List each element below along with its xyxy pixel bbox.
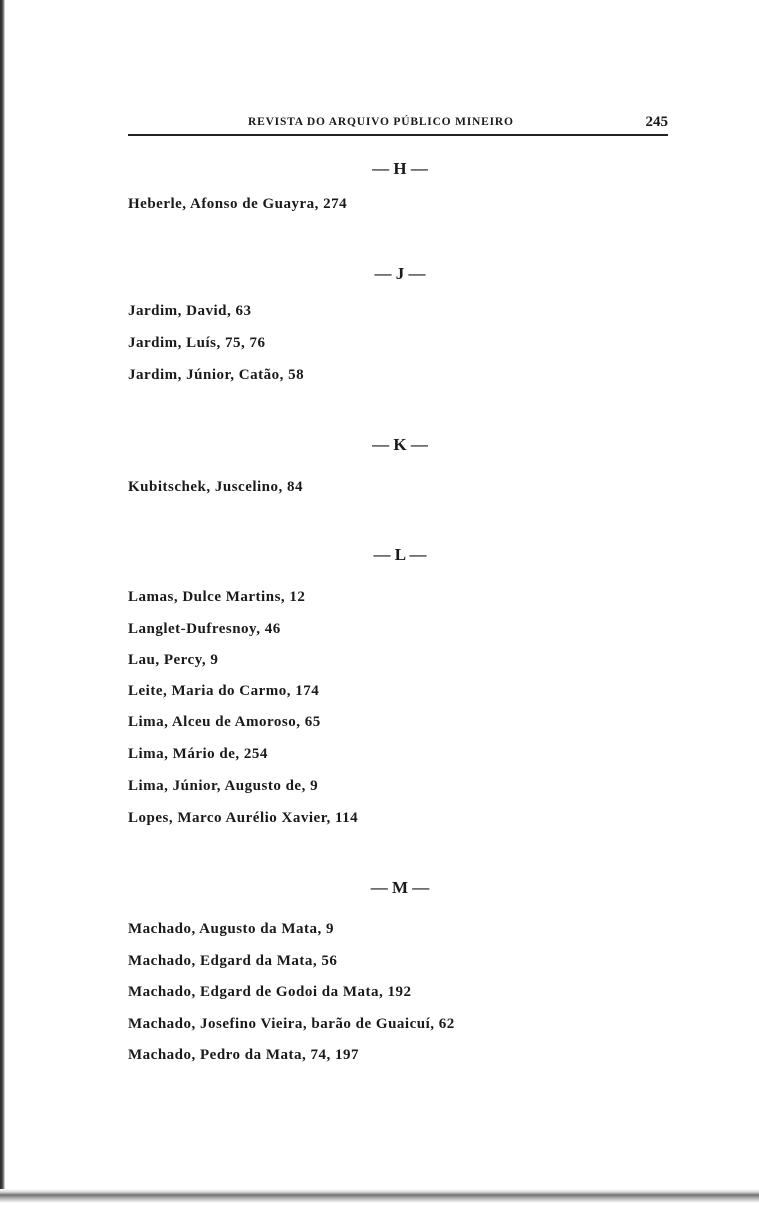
index-entry: Heberle, Afonso de Guayra, 274: [128, 196, 348, 212]
index-entry: Jardim, Luís, 75, 76: [128, 335, 266, 351]
section-heading-h: — H —: [372, 159, 428, 178]
book-spine-edge: [0, 0, 5, 1209]
running-title: REVISTA DO ARQUIVO PÚBLICO MINEIRO: [248, 116, 514, 128]
index-entry: Machado, Pedro da Mata, 74, 197: [128, 1047, 360, 1063]
index-entry: Langlet-Dufresnoy, 46: [128, 621, 281, 637]
index-entry: Machado, Edgard de Godoi da Mata, 192: [128, 984, 412, 1000]
index-entry: Machado, Augusto da Mata, 9: [128, 921, 335, 937]
index-entry: Kubitschek, Juscelino, 84: [128, 479, 304, 495]
index-entry: Leite, Maria do Carmo, 174: [128, 683, 320, 699]
index-entry: Machado, Josefino Vieira, barão de Guaicuí, 62: [128, 1016, 455, 1032]
index-entry: Lima, Júnior, Augusto de, 9: [128, 778, 319, 794]
index-entry: Lamas, Dulce Martins, 12: [128, 589, 306, 605]
section-heading-k: — K —: [372, 435, 428, 454]
page-header: [128, 112, 668, 136]
section-heading-m: — M —: [370, 878, 430, 897]
index-entry: Jardim, Júnior, Catão, 58: [128, 367, 305, 383]
page-number: 245: [645, 114, 668, 130]
index-entry: Lopes, Marco Aurélio Xavier, 114: [128, 810, 359, 826]
index-entry: Lau, Percy, 9: [128, 652, 219, 668]
index-entry: Machado, Edgard da Mata, 56: [128, 953, 338, 969]
section-heading-j: — J —: [374, 264, 426, 283]
index-entry: Jardim, David, 63: [128, 303, 252, 319]
section-heading-l: — L —: [373, 545, 427, 564]
page-bottom-edge: [0, 1189, 759, 1209]
index-entry: Lima, Mário de, 254: [128, 746, 268, 762]
index-entry: Lima, Alceu de Amoroso, 65: [128, 714, 321, 730]
